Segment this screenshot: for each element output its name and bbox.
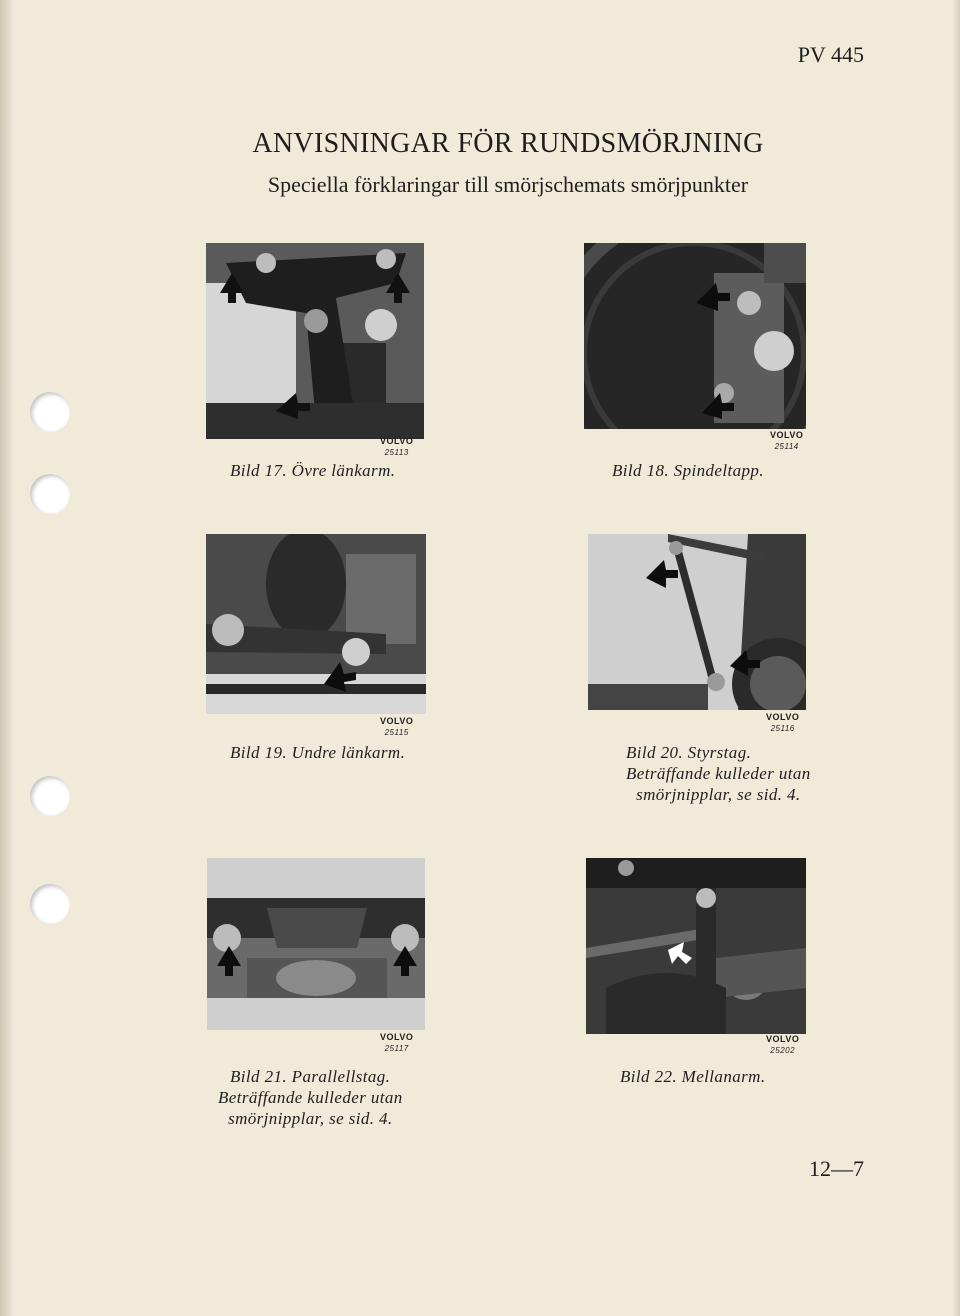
page-subtitle: Speciella förklaringar till smörjschemats smörjpunkter bbox=[267, 172, 749, 197]
volvo-stamp: VOLVO 25114 bbox=[770, 430, 804, 451]
punch-hole bbox=[30, 884, 70, 924]
figure-caption: Bild 19. Undre länkarm. bbox=[230, 743, 406, 762]
figure-caption: Bild 18. Spindeltapp. bbox=[612, 461, 764, 480]
photo-steering-knuckle bbox=[584, 243, 806, 429]
punch-hole bbox=[30, 776, 70, 816]
volvo-stamp: VOLVO 25113 bbox=[380, 436, 414, 457]
volvo-stamp: VOLVO 25202 bbox=[766, 1034, 800, 1055]
punch-hole bbox=[30, 474, 70, 514]
figure-caption: Bild 17. Övre länkarm. bbox=[230, 461, 396, 480]
volvo-stamp: VOLVO 25115 bbox=[380, 716, 414, 737]
page-title: ANVISNINGAR FÖR RUNDSMÖRJNING bbox=[252, 128, 764, 159]
figure-caption: Bild 20. Styrstag. Beträffande kulleder utan smörjnipplar, se sid. 4. bbox=[626, 743, 811, 804]
figure-caption: Bild 22. Mellanarm. bbox=[620, 1067, 766, 1086]
photo-lower-control-arm bbox=[206, 534, 426, 714]
page-number: 12—7 bbox=[809, 1156, 864, 1181]
photo-upper-control-arm bbox=[206, 243, 424, 439]
photo-tie-rod bbox=[588, 534, 806, 710]
punch-hole bbox=[30, 392, 70, 432]
photo-parallel-link bbox=[207, 858, 425, 1030]
photo-intermediate-arm bbox=[586, 858, 806, 1034]
figure-caption: Bild 21. Parallellstag. Beträffande kulleder utan smörjnipplar, se sid. 4. bbox=[218, 1067, 403, 1128]
volvo-stamp: VOLVO 25116 bbox=[766, 712, 800, 733]
model-label: PV 445 bbox=[797, 42, 864, 67]
volvo-stamp: VOLVO 25117 bbox=[380, 1032, 414, 1053]
